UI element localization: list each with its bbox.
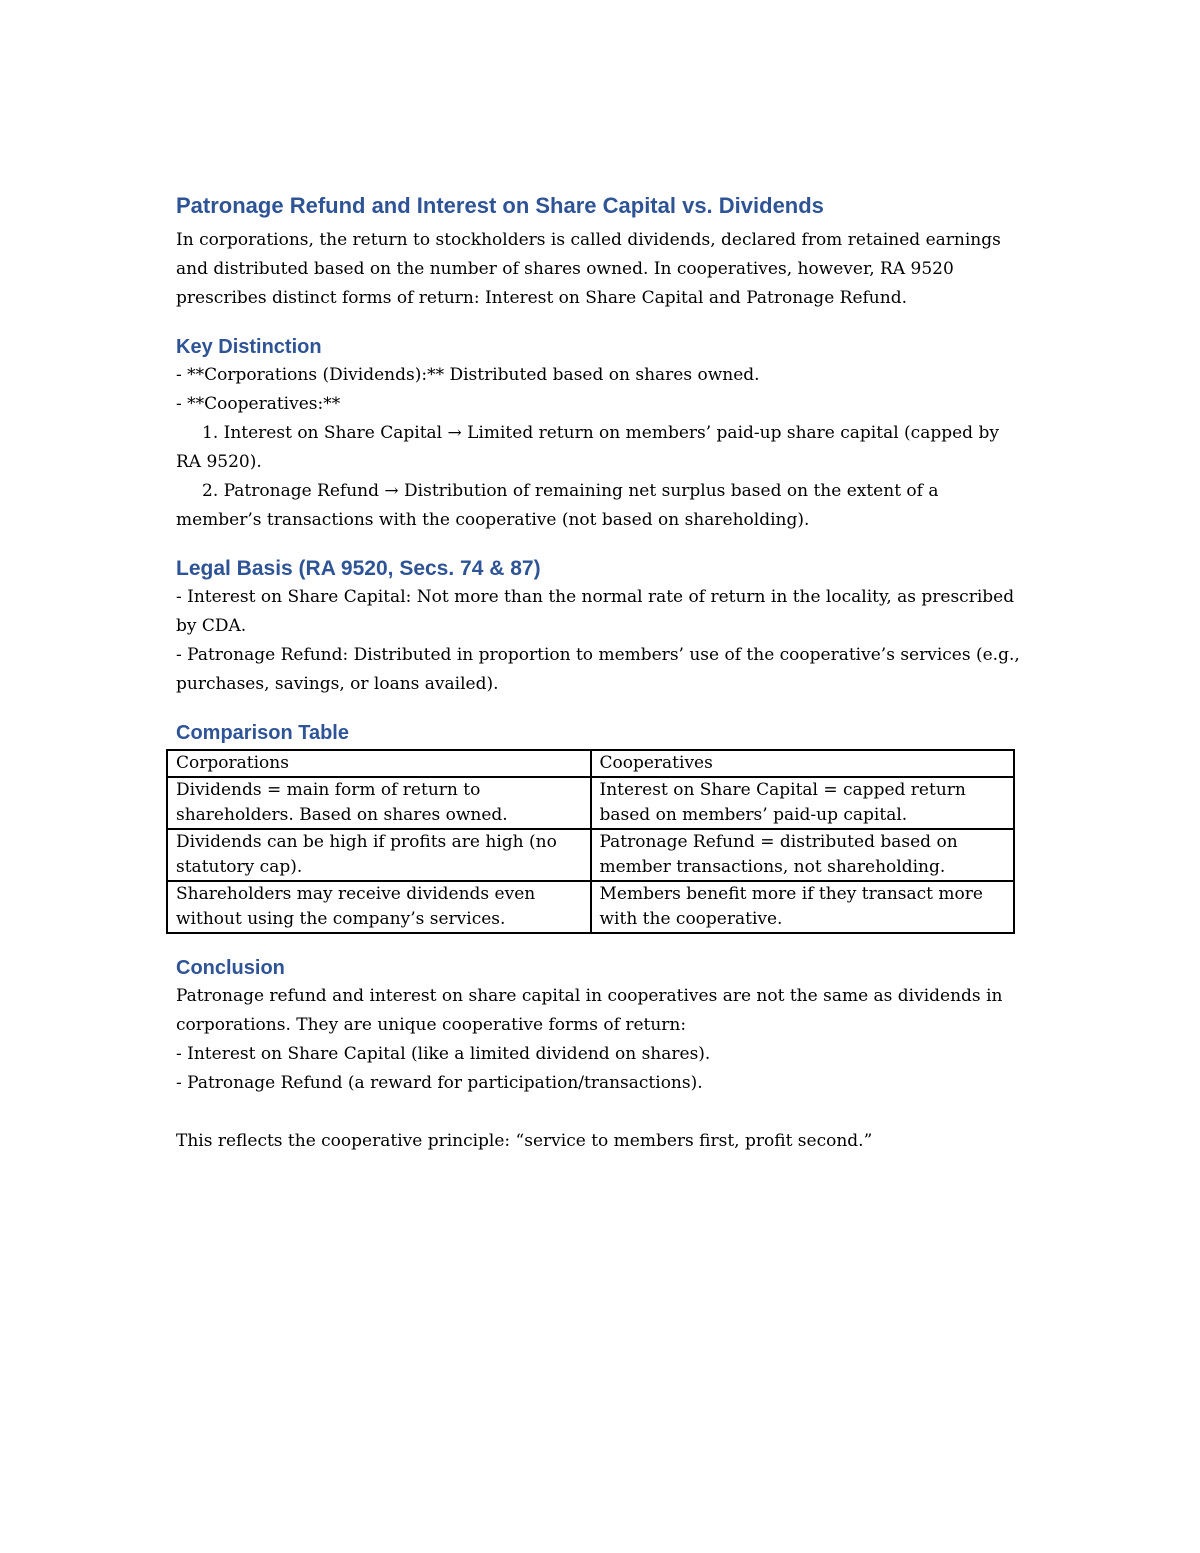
table-cell: Interest on Share Capital = capped return based on members’ paid-up capital. <box>591 777 1015 829</box>
corporations-line: - **Corporations (Dividends):** Distributed based on shares owned. <box>176 365 760 385</box>
table-cell: Patronage Refund = distributed based on member transactions, not shareholding. <box>591 829 1015 881</box>
legal-interest-line: - Interest on Share Capital: Not more than the normal rate of return in the locality, as prescribed by CDA. <box>176 587 1015 636</box>
conclusion-patronage-line: - Patronage Refund (a reward for participation/transactions). <box>176 1073 703 1093</box>
cooperatives-line: - **Cooperatives:** <box>176 394 341 414</box>
table-cell: Shareholders may receive dividends even without using the company’s services. <box>167 881 591 933</box>
table-header-row <box>167 750 1014 777</box>
intro-paragraph: In corporations, the return to stockholders is called dividends, declared from retained earnings and distributed based on the number of shares owned. In cooperatives, however, RA 9520 prescribes distinct forms of return: Interest on Share Capital and Patronage Refund. <box>176 230 1001 308</box>
key-distinction-section <box>176 361 1026 535</box>
table-row <box>167 829 1014 881</box>
legal-patronage-line: - Patronage Refund: Distributed in proportion to members’ use of the cooperative’s services (e.g., purchases, savings, or loans availed). <box>176 645 1020 694</box>
closing-statement: This reflects the cooperative principle: “service to members first, profit second.” <box>176 1131 873 1151</box>
table-row <box>167 777 1014 829</box>
conclusion-paragraph: Patronage refund and interest on share capital in cooperatives are not the same as dividends in corporations. They are unique cooperative forms of return: <box>176 986 1003 1035</box>
table-row <box>167 881 1014 933</box>
conclusion-heading: Conclusion <box>176 957 285 979</box>
page-title: Patronage Refund and Interest on Share Capital vs. Dividends <box>176 193 824 218</box>
table-cell: Dividends can be high if profits are high (no statutory cap). <box>167 829 591 881</box>
legal-basis-section <box>176 583 1026 699</box>
key-distinction-heading: Key Distinction <box>176 336 322 358</box>
table-header-cell: Cooperatives <box>591 750 1015 777</box>
table-cell: Dividends = main form of return to shareholders. Based on shares owned. <box>167 777 591 829</box>
conclusion-interest-line: - Interest on Share Capital (like a limited dividend on shares). <box>176 1044 711 1064</box>
table-header-cell: Corporations <box>167 750 591 777</box>
legal-basis-heading: Legal Basis (RA 9520, Secs. 74 & 87) <box>176 557 541 580</box>
interest-item <box>176 419 1026 477</box>
table-cell: Members benefit more if they transact more with the cooperative. <box>591 881 1015 933</box>
document-page <box>176 190 1026 1156</box>
conclusion-section <box>176 982 1026 1156</box>
patronage-item-text: 2. Patronage Refund → Distribution of remaining net surplus based on the extent of a member’s transactions with the cooperative (not based on shareholding). <box>176 481 939 530</box>
comparison-table <box>166 749 1015 934</box>
comparison-heading: Comparison Table <box>176 722 349 744</box>
interest-item-text: 1. Interest on Share Capital → Limited return on members’ paid-up share capital (capped by RA 9520). <box>176 423 999 472</box>
patronage-item <box>176 477 1026 535</box>
